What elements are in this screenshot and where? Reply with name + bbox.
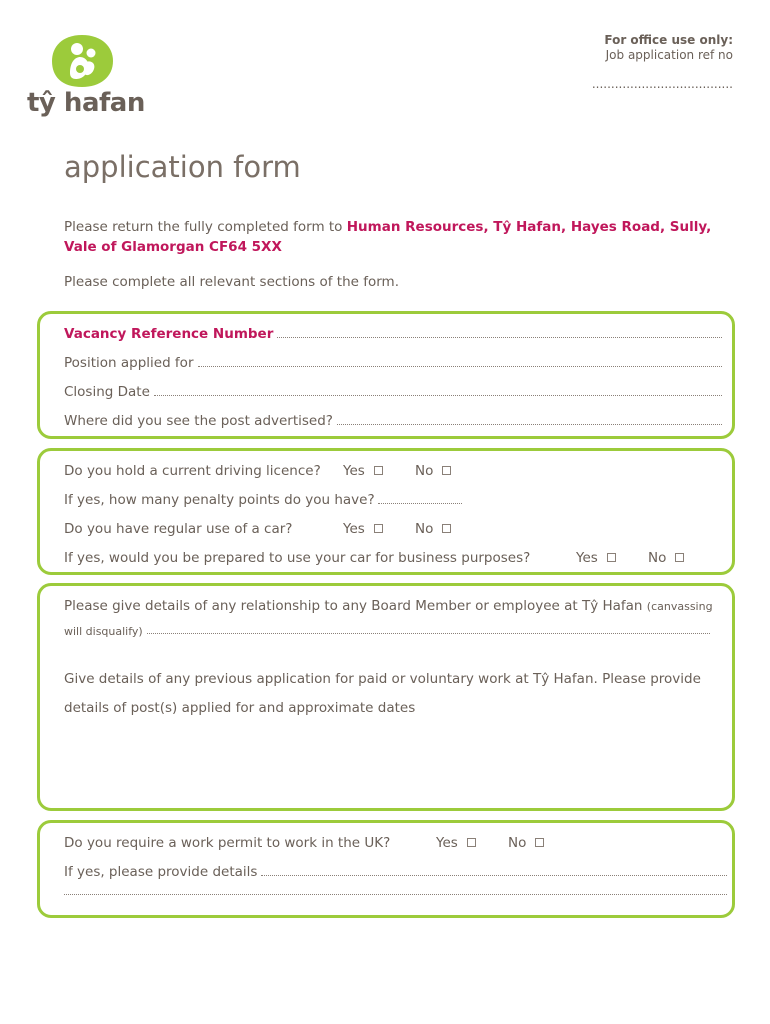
permit-details-field[interactable] — [261, 874, 727, 876]
relationship-question-row — [64, 598, 713, 614]
closing-date-field[interactable] — [154, 394, 722, 396]
vacancy-ref-label: Vacancy Reference Number — [64, 326, 274, 342]
car-no-option[interactable] — [415, 521, 451, 537]
licence-yes-label: Yes — [343, 463, 365, 479]
vacancy-ref-field[interactable] — [277, 336, 722, 338]
car-yes-label: Yes — [343, 521, 365, 537]
logo-wordmark: tŷ hafan — [27, 88, 145, 118]
closing-date-label: Closing Date — [64, 384, 150, 400]
return-prefix: Please return the fully completed form to — [64, 219, 347, 235]
licence-no-checkbox[interactable] — [442, 466, 451, 475]
office-use-label: For office use only: — [604, 33, 733, 47]
return-address-line2: Vale of Glamorgan CF64 5XX — [64, 239, 282, 255]
previous-application-question-line2: details of post(s) applied for and approximate dates — [64, 700, 416, 716]
car-yes-checkbox[interactable] — [374, 524, 383, 533]
car-no-label: No — [415, 521, 434, 537]
vacancy-section — [37, 311, 735, 439]
penalty-question-row — [64, 492, 462, 508]
position-field[interactable] — [198, 365, 723, 367]
advertised-label: Where did you see the post advertised? — [64, 413, 333, 429]
previous-application-answer-area[interactable] — [64, 726, 704, 796]
complete-instruction: Please complete all relevant sections of the form. — [64, 274, 399, 290]
office-use-block — [592, 33, 733, 92]
permit-yes-checkbox[interactable] — [467, 838, 476, 847]
licence-no-option[interactable] — [415, 463, 451, 479]
permit-yes-label: Yes — [436, 835, 458, 851]
ty-hafan-logo-icon — [50, 33, 114, 89]
permit-question: Do you require a work permit to work in the UK? — [64, 835, 391, 851]
relationship-question: Please give details of any relationship to any Board Member or employee at Tŷ Hafan — [64, 598, 643, 614]
return-address-line1: Human Resources, Tŷ Hafan, Hayes Road, Sully, — [346, 219, 712, 235]
business-no-option[interactable] — [648, 550, 684, 566]
job-ref-label: Job application ref no — [605, 48, 733, 62]
licence-yes-checkbox[interactable] — [374, 466, 383, 475]
permit-no-checkbox[interactable] — [535, 838, 544, 847]
permit-details-field-line2[interactable] — [64, 893, 727, 895]
business-no-label: No — [648, 550, 667, 566]
permit-yes-option[interactable] — [436, 835, 476, 851]
penalty-field[interactable] — [378, 503, 462, 504]
work-permit-section — [37, 820, 735, 918]
relationship-section — [37, 583, 735, 811]
licence-question: Do you hold a current driving licence? — [64, 463, 321, 479]
permit-no-option[interactable] — [508, 835, 544, 851]
car-yes-option[interactable] — [343, 521, 383, 537]
business-no-checkbox[interactable] — [675, 553, 684, 562]
car-question: Do you have regular use of a car? — [64, 521, 293, 537]
business-question: If yes, would you be prepared to use your car for business purposes? — [64, 550, 531, 566]
business-yes-label: Yes — [576, 550, 598, 566]
return-instructions — [64, 217, 714, 257]
permit-details-label: If yes, please provide details — [64, 864, 258, 880]
business-yes-option[interactable] — [576, 550, 616, 566]
job-ref-field[interactable]: ..................................... — [591, 77, 733, 91]
penalty-question: If yes, how many penalty points do you have? — [64, 492, 375, 508]
business-yes-checkbox[interactable] — [607, 553, 616, 562]
canvassing-note-cont: will disqualify) — [64, 625, 143, 638]
position-label: Position applied for — [64, 355, 194, 371]
car-no-checkbox[interactable] — [442, 524, 451, 533]
driving-section — [37, 448, 735, 575]
previous-application-question-line1: Give details of any previous application for paid or voluntary work at Tŷ Hafan. Please provide — [64, 671, 701, 687]
canvassing-note: (canvassing — [646, 600, 713, 613]
licence-no-label: No — [415, 463, 434, 479]
advertised-field[interactable] — [337, 423, 722, 425]
page-title: application form — [64, 150, 301, 184]
licence-yes-option[interactable] — [343, 463, 383, 479]
permit-no-label: No — [508, 835, 527, 851]
relationship-field[interactable] — [147, 632, 710, 634]
